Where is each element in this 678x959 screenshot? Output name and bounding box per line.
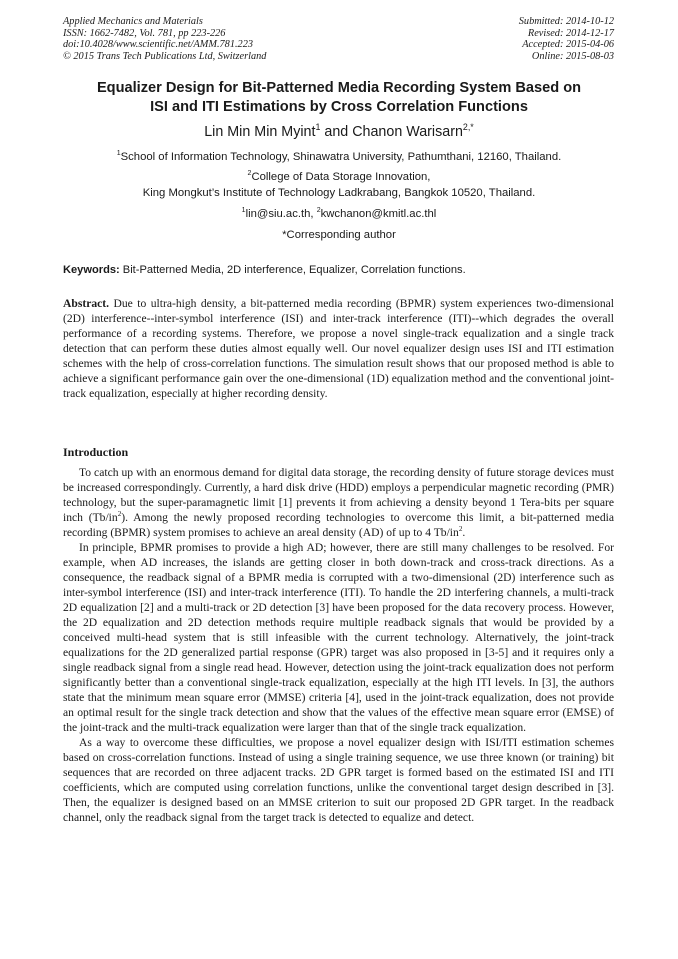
affiliation-2 — [40, 169, 638, 201]
email-2-mark: 2 — [316, 207, 321, 215]
affiliation-1-mark: 1 — [116, 150, 121, 158]
introduction-body — [63, 465, 614, 825]
issn: ISSN: 1662-7482, Vol. 781, pp 223-226 — [63, 27, 226, 39]
affiliation-1 — [40, 149, 638, 165]
author-2-affiliation: 2,* — [462, 122, 474, 133]
author-1: Lin Min Min Myint — [204, 124, 316, 140]
abstract-label: Abstract. — [63, 297, 110, 310]
dates-info — [519, 16, 614, 62]
title-line-1: Equalizer Design for Bit-Patterned Media Recording System Based on — [96, 80, 582, 96]
affiliation-2-line-1: College of Data Storage Innovation, — [251, 171, 431, 183]
abstract-text: Due to ultra-high density, a bit-patterned media recording (BPMR) system experiences two-dimensional (2D) interference--inter-symbol interference (ISI) and inter-track interference (ITI)--which degrades the overall performance of a recording systems. Therefore, we propose a novel single-track equalization and a single track detection that can perform these duties almost equally well. Our novel equalizer design uses ISI and ITI estimation schemes with the help of cross-correlation functions. The simulation result shows that our proposed method is able to achieve a significant performance gain over the one-dimensional (1D) equalization method and the conventional joint-track equalization, especially at higher recording density. — [63, 297, 614, 400]
submitted-date: Submitted: 2014-10-12 — [518, 16, 614, 27]
revised-date: Revised: 2014-12-17 — [527, 27, 614, 39]
author-1-affiliation: 1 — [315, 122, 321, 133]
keywords — [63, 263, 623, 278]
affiliation-1-text: School of Information Technology, Shinawatra University, Pathumthani, 12160, Thailand. — [120, 151, 562, 163]
intro-paragraph-2: In principle, BPMR promises to provide a high AD; however, there are still many challenges to be resolved. For example, when AD increases, the islands are getting closer in both down-track and cross-track directions. As a consequence, the readback signal of a BPMR media is corrupted with a two-dimensional (2D) interference such as inter-symbol interference (ISI) and inter-track interference (ITI). To handle the 2D interfering channels, a multi-track 2D equalization [2] and a multi-track or 2D detection [3] have been proposed for the data recovery process. However, the 2D equalization and 2D detection methods require multiple readback signals that would be provided by a conceived multi-head system that is still infeasible with the current technology. Alternatively, the joint-track equalizations for the 2D generalized partial response (GPR) target was also proposed in [3-5] and it requires only a single readback signal from a single read head. However, detection using the joint-track equalization does not perform significantly better than a conventional single-track equalization, especially at the high ITI levels. In [3], the authors state that the minimum mean square error (MMSE) criteria [4], used in the joint-track equalization, does not provide an optimal result for the single track detection and show that the values of the effective mean square error (EMSE) of the joint-track and the multi-track equalization were larger than that of the single track equalization. — [63, 541, 614, 734]
doi: doi:10.4028/www.scientific.net/AMM.781.223 — [63, 39, 253, 51]
paper-title — [40, 79, 638, 117]
intro-paragraph-1: To catch up with an enormous demand for digital data storage, the recording density of future storage devices must be increased correspondingly. Currently, a hard disk drive (HDD) employs a perpendicular magnetic recording (PMR) technology, but the super-paramagnetic limit [1] prevents it from achieving a density beyond 1 Tera-bits per square inch $(Tb/in^2)$. Among the newly proposed recording technologies to overcome this limit, a bit-patterned media recording (BPMR) system promises to achieve an areal density (AD) of up to 4 $Tb/in^2$. — [63, 466, 614, 539]
accepted-date: Accepted: 2015-04-06 — [522, 39, 614, 51]
affiliation-2-mark: 2 — [247, 170, 252, 178]
journal-name: Applied Mechanics and Materials — [63, 16, 203, 27]
author-conjunction: and — [320, 124, 353, 140]
author-2: Chanon Warisarn — [352, 124, 463, 140]
abstract — [63, 296, 614, 401]
keywords-label: Keywords: — [63, 264, 120, 276]
email-addresses — [40, 206, 638, 222]
email-1-mark: 1 — [241, 207, 246, 215]
online-date: Online: 2015-08-03 — [531, 50, 614, 62]
email-1: lin@siu.ac.th, — [245, 208, 317, 220]
title-line-2: ISI and ITI Estimations by Cross Correlation Functions — [150, 99, 528, 115]
affiliation-2-line-2: King Mongkut’s Institute of Technology Ladkrabang, Bangkok 10520, Thailand. — [142, 187, 536, 199]
copyright: © 2015 Trans Tech Publications Ltd, Switzerland — [63, 50, 267, 62]
corresponding-author-note: *Corresponding author — [282, 229, 396, 241]
journal-info — [63, 16, 266, 62]
author-list — [40, 123, 638, 141]
keywords-text: Bit-Patterned Media, 2D interference, Equalizer, Correlation functions. — [119, 264, 466, 276]
email-2: kwchanon@kmitl.ac.thl — [320, 208, 437, 220]
introduction-heading: Introduction — [63, 445, 129, 459]
intro-paragraph-3: As a way to overcome these difficulties, we propose a novel equalizer design with ISI/ITI estimation schemes based on cross-correlation functions. Instead of using a single training sequence, we use three known (or training) bit sequences that are recorded on three adjacent tracks. 2D GPR target is formed based on the estimated ISI and ITI coefficients, which are computed using correlation functions, unlike the conventional target design described in [3]. Then, the equalizer is designed based on an MMSE criterion to suit our proposed 2D GPR target. In the readback channel, only the readback signal from the target track is detected to equalize and detect. — [63, 736, 614, 824]
